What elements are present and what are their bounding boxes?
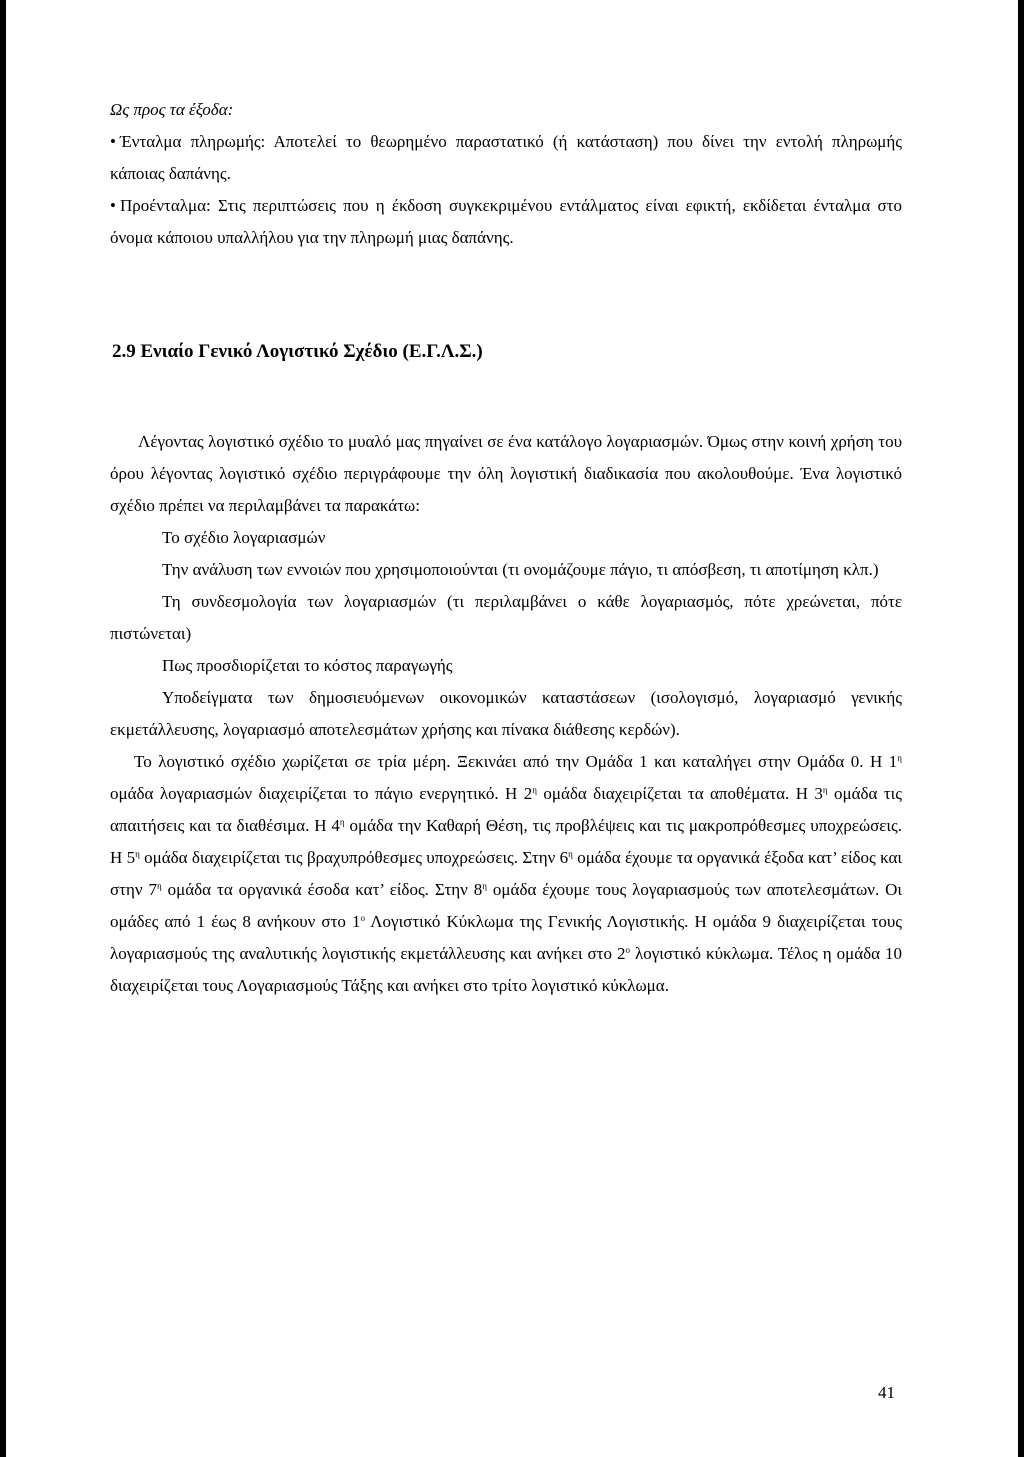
outputs-heading: Ως προς τα έξοδα:: [110, 100, 234, 119]
list-item: Υποδείγματα των δημοσιευόμενων οικονομικών καταστάσεων (ισολογισμό, λογαριασμό γενικής εκμετάλλευσης, λογαριασμό αποτελεσμάτων χρήσης και πίνακα διάθεσης κερδών).: [110, 688, 902, 739]
intro-paragraph: Λέγοντας λογιστικό σχέδιο το μυαλό μας πηγαίνει σε ένα κατάλογο λογαριασμών. Όμως στην κοινή χρήση του όρου λέγοντας λογιστικό σχέδιο περιγράφουμε την όλη λογιστική διαδικασία που ακολουθούμε. Ένα λογιστικό σχέδιο πρέπει να περιλαμβάνει τα παρακάτω:: [110, 432, 902, 515]
list-item: Την ανάλυση των εννοιών που χρησιμοποιούνται (τι ονομάζουμε πάγιο, τι απόσβεση, τι αποτίμηση κλπ.): [162, 560, 879, 579]
section-title: 2.9 Ενιαίο Γενικό Λογιστικό Σχέδιο (Ε.Γ.Λ.Σ.): [112, 341, 483, 362]
document-page: [6, 0, 1018, 1457]
groups-paragraph: Το λογιστικό σχέδιο χωρίζεται σε τρία μέρη. Ξεκινάει από την Ομάδα 1 και καταλήγει στην Ομάδα 0. Η $1^\eta$ ομάδα λογαριασμών διαχειρίζεται το πάγιο ενεργητικό. Η $2^\eta$ ομάδα διαχειρίζεται τα αποθέματα. Η $3^\eta$ ομάδα τις απαιτήσεις και τα διαθέσιμα. Η $4^\eta$ ομάδα την Καθαρή Θέση, τις προβλέψεις και τις μακροπρόθεσμες υποχρεώσεις. Η $5^\eta$ ομάδα διαχειρίζεται τις βραχυπρόθεσμες υποχρεώσεις. Στην $6^\eta$ ομάδα έχουμε τα οργανικά έξοδα κατ’ είδος και στην $7^\eta$ ομάδα τα οργανικά έσοδα κατ’ είδος. Στην $8^\eta$ ομάδα έχουμε τους λογαριασμούς των αποτελεσμάτων. Οι ομάδες από 1 έως 8 ανήκουν στο $1^o$ Λογιστικό Κύκλωμα της Γενικής Λογιστικής. Η ομάδα 9 διαχειρίζεται τους λογαριασμούς της αναλυτικής λογιστικής εκμετάλλευσης και ανήκει στο $2^o$ λογιστικό κύκλωμα. Τέλος η ομάδα 10 διαχειρίζεται τους Λογαριασμούς Τάξης και ανήκει στο τρίτο λογιστικό κύκλωμα.: [110, 752, 902, 995]
bullet-item: • Ένταλμα πληρωμής: Αποτελεί το θεωρημένο παραστατικό (ή κατάσταση) που δίνει την εντολή πληρωμής κάποιας δαπάνης.: [110, 126, 902, 190]
page-number: 41: [878, 1383, 895, 1402]
bullet-item: • Προένταλμα: Στις περιπτώσεις που η έκδοση συγκεκριμένου εντάλματος είναι εφικτή, εκδίδεται ένταλμα στο όνομα κάποιου υπαλλήλου για την πληρωμή μιας δαπάνης.: [110, 190, 902, 254]
list-item: Το σχέδιο λογαριασμών: [162, 528, 326, 547]
list-item: Πως προσδιορίζεται το κόστος παραγωγής: [162, 656, 453, 675]
page-content: [110, 94, 902, 1002]
list-item: Τη συνδεσμολογία των λογαριασμών (τι περιλαμβάνει ο κάθε λογαριασμός, πότε χρεώνεται, πότε πιστώνεται): [110, 592, 902, 643]
